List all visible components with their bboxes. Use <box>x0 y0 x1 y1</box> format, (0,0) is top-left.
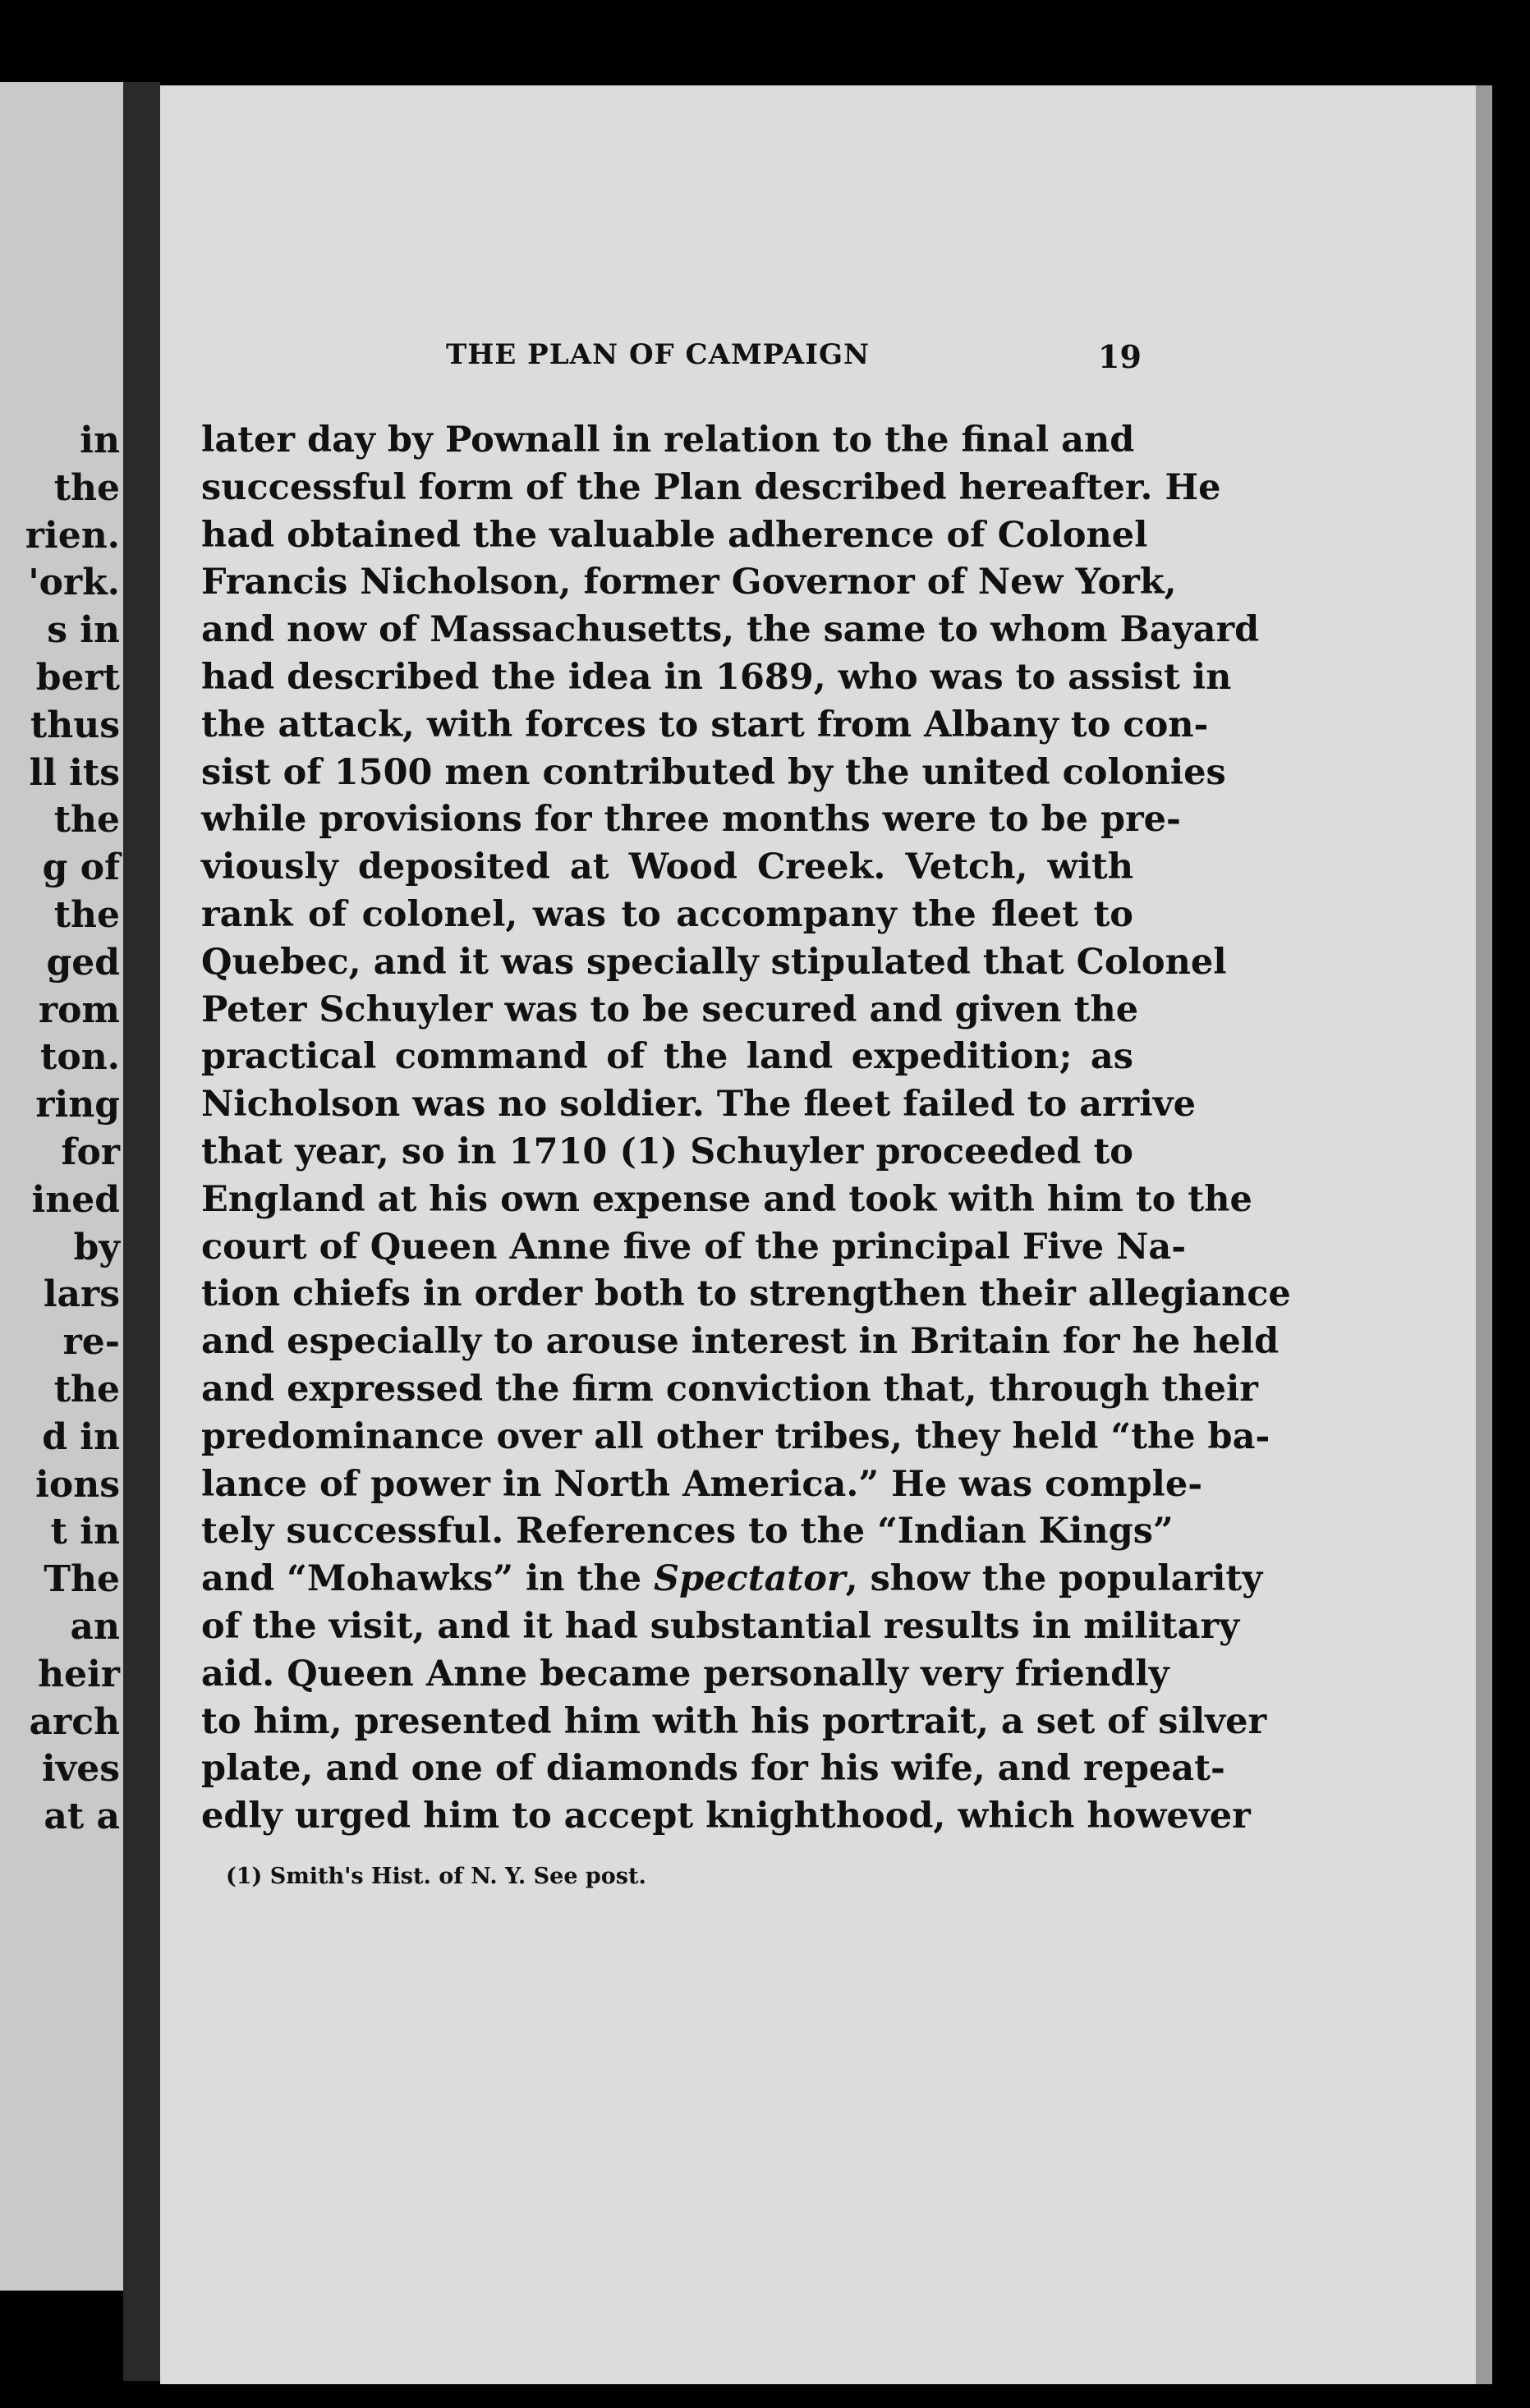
text-line: and expressed the firm conviction that, through their <box>201 1368 1258 1410</box>
left-page-fragment: the <box>53 893 120 936</box>
left-page-fragment: ton. <box>40 1036 120 1079</box>
text-line: while provisions for three months were to be pre- <box>201 799 1181 841</box>
text-line: successful form of the Plan described hereafter. He <box>201 466 1221 508</box>
text-line: rank of colonel, was to accompany the fleet to <box>201 893 1133 935</box>
left-page-fragment: in <box>80 420 120 461</box>
text-line: and especially to arouse interest in Britain for he held <box>201 1321 1280 1363</box>
left-page-fragment: ives <box>41 1748 120 1791</box>
left-page-fragment: an <box>70 1605 120 1648</box>
text-line: predominance over all other tribes, they held “the ba- <box>201 1415 1270 1457</box>
page-number: 19 <box>1098 338 1142 375</box>
text-line: lance of power in North America.” He was comple- <box>201 1463 1203 1505</box>
text-line: aid. Queen Anne became personally very friendly <box>201 1653 1169 1695</box>
left-page-edge <box>0 82 130 2291</box>
text-line: tely successful. References to the “Indian Kings” <box>201 1511 1174 1553</box>
text-line: that year, so in 1710 (1) Schuyler proceeded to <box>201 1131 1133 1172</box>
text-line: tion chiefs in order both to strengthen their allegiance <box>201 1273 1291 1315</box>
running-head: THE PLAN OF CAMPAIGN <box>446 338 871 371</box>
text-line: had described the idea in 1689, who was to assist in <box>201 656 1232 698</box>
text-line: of the visit, and it had substantial results in military <box>201 1605 1240 1647</box>
left-page-fragment: d in <box>42 1415 120 1458</box>
text-line: and now of Massachusetts, the same to whom Bayard <box>201 609 1260 651</box>
text-line: sist of 1500 men contributed by the united colonies <box>201 751 1226 793</box>
text-line: Nicholson was no soldier. The fleet failed to arrive <box>201 1084 1197 1126</box>
left-page-fragment: 'ork. <box>28 562 120 604</box>
text-line: practical command of the land expedition; as <box>201 1036 1133 1078</box>
page-edge-shadow <box>1476 85 1492 2384</box>
text-line: later day by Pownall in relation to the final and <box>201 420 1135 461</box>
book-gutter <box>123 82 160 2381</box>
left-page-fragment: rien. <box>25 514 120 557</box>
left-page-fragment: for <box>61 1131 120 1173</box>
left-page-fragment: heir <box>38 1653 120 1695</box>
left-page-fragment: bert <box>35 656 120 699</box>
text-line: plate, and one of diamonds for his wife, and repeat- <box>201 1748 1225 1790</box>
left-page-fragment: ions <box>35 1463 120 1506</box>
left-page-fragment: t in <box>50 1511 120 1553</box>
left-page-text-fragments <box>25 417 120 1841</box>
left-page-fragment: thus <box>30 704 120 746</box>
text-line: England at his own expense and took with him to the <box>201 1178 1252 1220</box>
left-page-fragment: ring <box>35 1084 120 1126</box>
left-page-fragment: by <box>73 1226 120 1268</box>
left-page-fragment: ll its <box>29 751 120 794</box>
left-page-fragment: arch <box>29 1700 120 1743</box>
footnote: (1) Smith's Hist. of N. Y. See post. <box>226 1864 646 1889</box>
left-page-fragment: the <box>53 799 120 842</box>
left-page-fragment: g of <box>42 846 120 889</box>
text-line: Peter Schuyler was to be secured and given the <box>201 988 1139 1030</box>
text-line: and “Mohawks” in the Spectator, show the popularity <box>201 1558 1263 1600</box>
left-page-fragment: re- <box>62 1321 120 1364</box>
text-line: edly urged him to accept knighthood, which however <box>201 1796 1251 1837</box>
body-text <box>201 417 1291 1841</box>
left-page-fragment: rom <box>38 988 120 1031</box>
text-line: Francis Nicholson, former Governor of New York, <box>201 562 1177 603</box>
left-page-fragment: ined <box>31 1178 120 1221</box>
left-page-fragment: s in <box>47 609 120 652</box>
left-page-fragment: the <box>53 466 120 509</box>
text-line: court of Queen Anne five of the principal Five Na- <box>201 1226 1187 1268</box>
left-page-fragment: at a <box>44 1796 120 1838</box>
text-line: had obtained the valuable adherence of Colonel <box>201 514 1148 556</box>
left-page-fragment: lars <box>43 1273 120 1316</box>
left-page-fragment: ged <box>46 941 120 984</box>
text-line: viously deposited at Wood Creek. Vetch, with <box>201 846 1133 888</box>
text-line: the attack, with forces to start from Albany to con- <box>201 704 1209 745</box>
left-page-fragment: The <box>44 1558 120 1601</box>
text-line: to him, presented him with his portrait, a set of silver <box>201 1700 1267 1742</box>
text-line: Quebec, and it was specially stipulated that Colonel <box>201 941 1227 983</box>
left-page-fragment: the <box>53 1368 120 1410</box>
